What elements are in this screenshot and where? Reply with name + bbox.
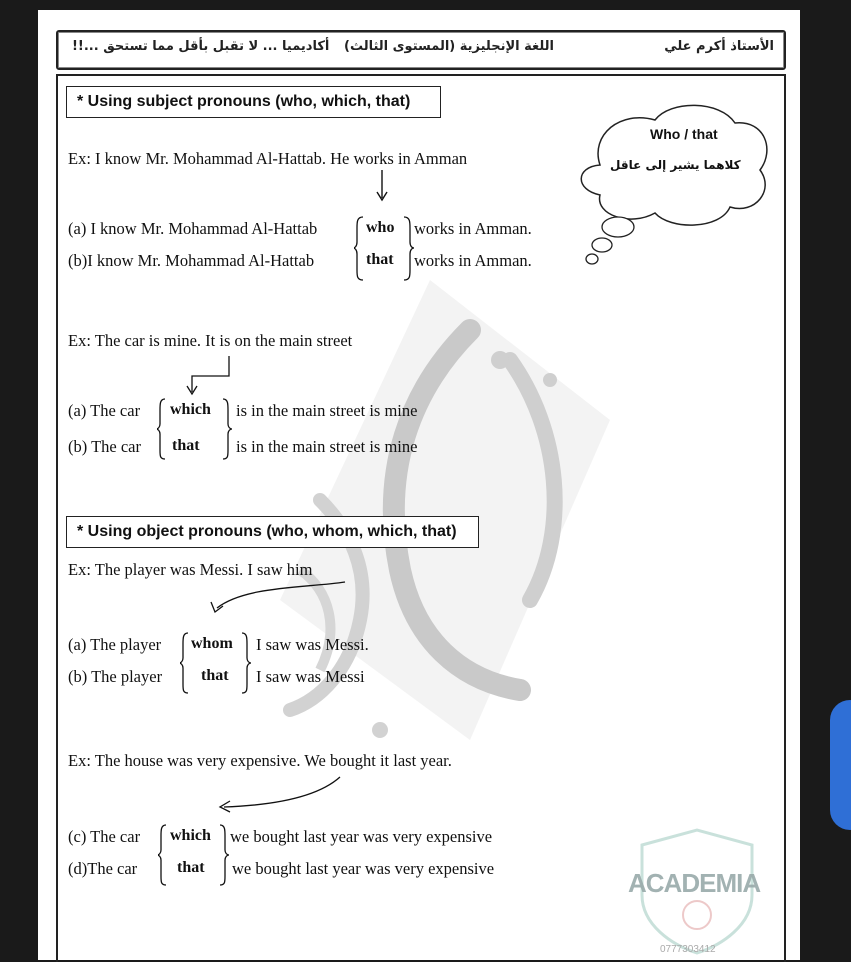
- choice-that: that: [177, 859, 205, 876]
- return-arrow-icon: [183, 356, 233, 396]
- example-4: Ex: The house was very expensive. We bought it last year.: [68, 751, 452, 770]
- brace-icon: [158, 822, 230, 888]
- teacher-name: الأستاذ أكرم علي: [664, 39, 774, 54]
- sentence-a-suffix: works in Amman.: [414, 219, 532, 238]
- choice-whom: whom: [191, 635, 233, 652]
- header-bar: [56, 30, 786, 70]
- sentence-d-suffix: is in the main street is mine: [236, 437, 418, 456]
- choice-that: that: [172, 437, 200, 454]
- sentence-b-suffix: works in Amman.: [414, 251, 532, 270]
- academia-phone: 0777303412: [660, 944, 716, 955]
- brace-icon: [180, 630, 252, 696]
- sentence-g-prefix: (c) The car: [68, 827, 141, 846]
- sentence-c-prefix: (a) The car: [68, 401, 141, 420]
- example-3: Ex: The player was Messi. I saw him: [68, 560, 313, 579]
- example-1: Ex: I know Mr. Mohammad Al-Hattab. He works in Amman: [68, 149, 468, 168]
- sentence-g-suffix: we bought last year was very expensive: [230, 827, 493, 846]
- section-object-pronouns-heading: * Using object pronouns (who, whom, which, that): [66, 516, 479, 548]
- curved-arrow-icon: [210, 775, 360, 815]
- choice-that: that: [366, 251, 394, 268]
- brace-icon: [354, 214, 414, 282]
- sentence-f-prefix: (b) The player: [68, 667, 163, 686]
- thought-cloud: [560, 95, 775, 270]
- sentence-f-suffix: I saw was Messi: [256, 667, 365, 686]
- sentence-d-prefix: (b) The car: [68, 437, 141, 456]
- section-subject-pronouns-heading: * Using subject pronouns (who, which, that): [66, 86, 441, 118]
- example-2: Ex: The car is mine. It is on the main street: [68, 331, 353, 350]
- choice-which: which: [170, 827, 211, 844]
- academia-logo-text: ACADEMIA: [628, 868, 761, 898]
- sentence-e-suffix: I saw was Messi.: [256, 635, 369, 654]
- subject-title: اللغة الإنجليزية (المستوى الثالث): [344, 39, 554, 54]
- sentence-b-prefix: (b)I know Mr. Mohammad Al-Hattab: [68, 251, 315, 270]
- sentence-h-prefix: (d)The car: [68, 859, 138, 878]
- sentence-h-suffix: we bought last year was very expensive: [232, 859, 495, 878]
- cloud-title: Who / that: [650, 126, 718, 142]
- choice-which: which: [170, 401, 211, 418]
- sentence-c-suffix: is in the main street is mine: [236, 401, 418, 420]
- choice-who: who: [366, 219, 395, 236]
- sentence-e-prefix: (a) The player: [68, 635, 162, 654]
- academy-slogan: أكاديميا ... لا تقبل بأقل مما تستحق ...!!: [72, 39, 330, 54]
- curved-arrow-icon: [205, 578, 355, 622]
- choice-that: that: [201, 667, 229, 684]
- down-arrow-icon: [375, 170, 389, 202]
- sentence-a-prefix: (a) I know Mr. Mohammad Al-Hattab: [68, 219, 318, 238]
- brace-icon: [157, 396, 233, 462]
- cloud-note: كلاهما يشير إلى عاقل: [610, 158, 741, 172]
- side-tab[interactable]: [830, 700, 851, 830]
